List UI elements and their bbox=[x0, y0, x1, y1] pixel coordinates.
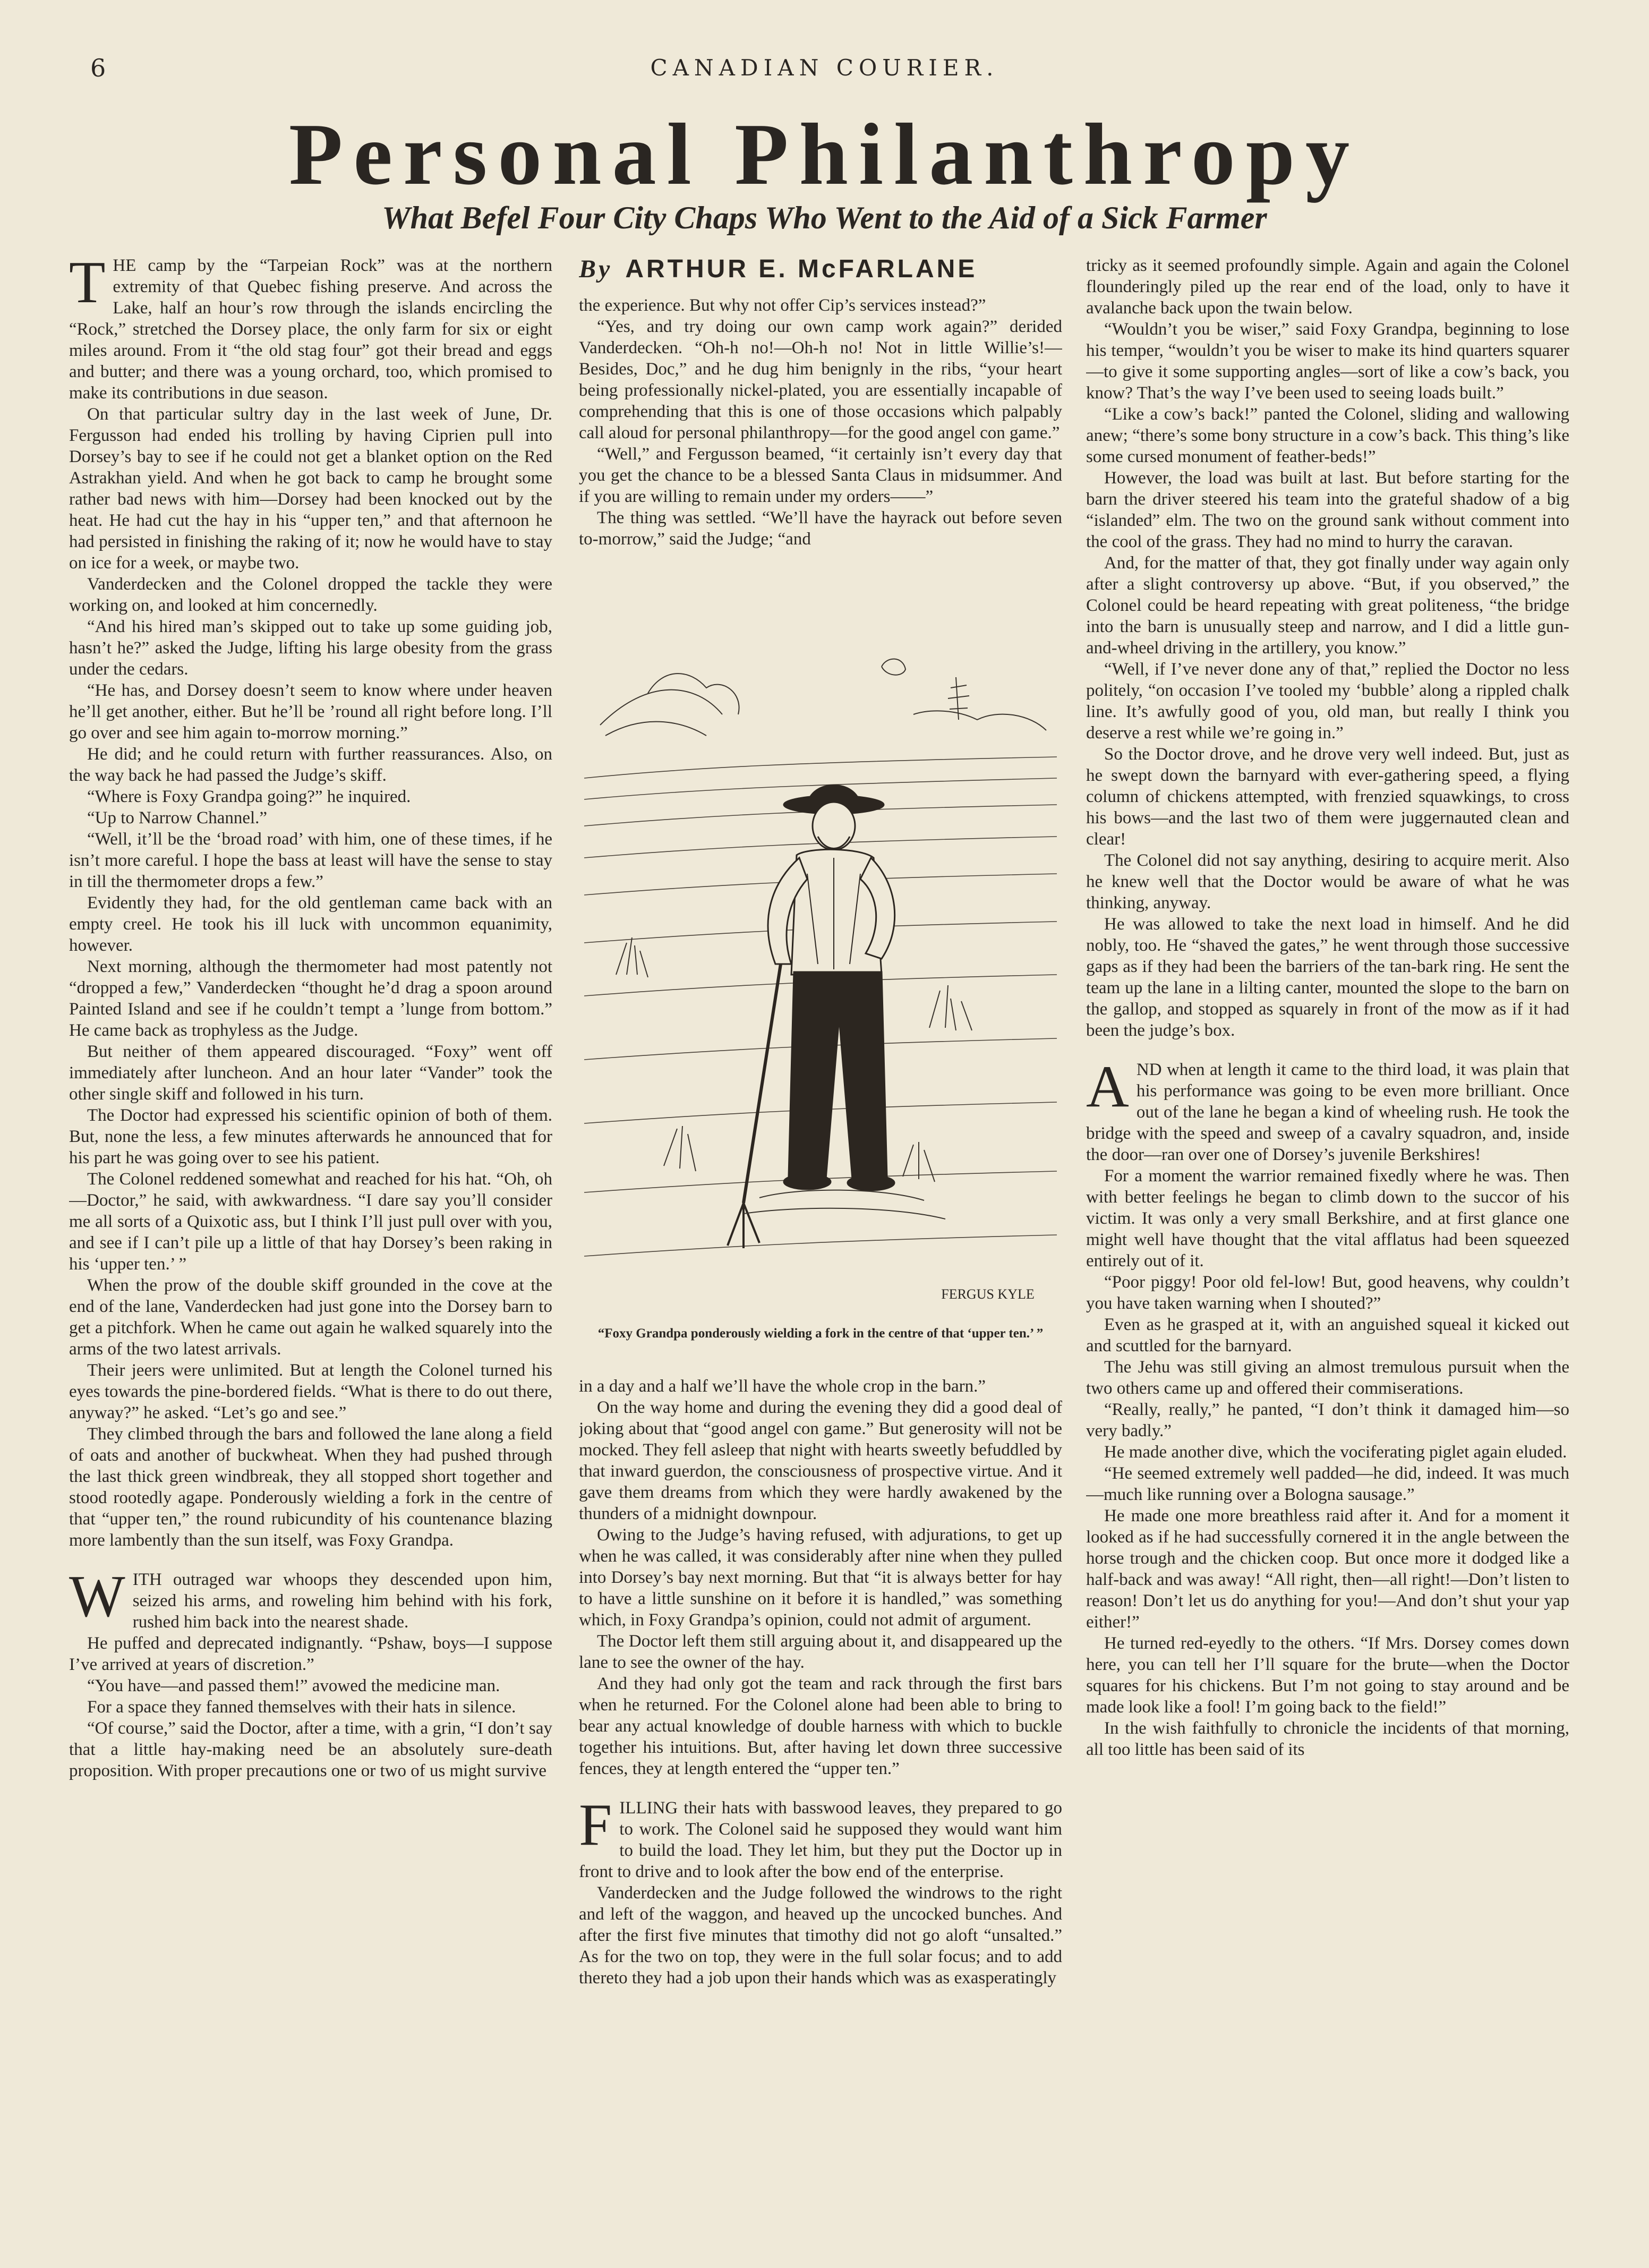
paragraph: In the wish faithfully to chronicle the incidents of that morning, all too little has been said of its bbox=[1086, 1719, 1569, 1759]
article-title: Personal Philanthropy bbox=[288, 105, 1361, 203]
paragraph: “Well, if I’ve never done any of that,” replied the Doctor no less politely, “on occasion I’ve tooled my ‘bubble’ along a rippled chalk line. It’s awfully good of you, old man, but really I think you deserve a rest while we’re going in.” bbox=[1086, 660, 1569, 743]
column-1 bbox=[69, 255, 552, 2231]
paragraph: Owing to the Judge’s having refused, with adjurations, to get up when he was called, it was considerably after nine when they pulled into Dorsey’s bay next morning. But that “it is always better for hay to have a little sunshine on it before it is handled,” was something which, in Foxy Grandpa’s opinion, could not admit of argument. bbox=[579, 1525, 1062, 1630]
paragraph: “He seemed extremely well padded—he did, indeed. It was much—much like running over a Bologna sausage.” bbox=[1086, 1464, 1569, 1504]
paragraph: He made one more breathless raid after it. And for a moment it looked as if he had successfully cornered it in the angle between the horse trough and the chicken coop. But once more it dodged like a half-back and was away! “All right, then—all right!—Don’t listen to reason! Don’t let us do anything for you!—And don’t shut your yap either!” bbox=[1086, 1506, 1569, 1632]
farmer-with-pitchfork-drawing bbox=[584, 645, 1057, 1312]
paragraph: “You have—and passed them!” avowed the medicine man. bbox=[87, 1676, 500, 1695]
paragraph: ILLING their hats with basswood leaves, they prepared to go to work. The Colonel said he supposed they would want him to build the load. They let him, but they put the Doctor up in front to drive and to look after the bow end of the enterprise. bbox=[579, 1798, 1062, 1881]
paragraph: But neither of them appeared discouraged. “Foxy” went off immediately after luncheon. And an hour later “Vander” took the other single skiff and followed in his turn. bbox=[69, 1042, 552, 1104]
paragraph: “Up to Narrow Channel.” bbox=[87, 808, 268, 828]
drop-cap: T bbox=[69, 255, 106, 316]
section-break bbox=[69, 1551, 552, 1569]
column-2-top bbox=[579, 295, 1062, 645]
paragraph: Evidently they had, for the old gentleman came back with an empty creel. He took his ill luck with uncommon equanimity, however. bbox=[69, 893, 552, 955]
paragraph: And, for the matter of that, they got finally under way again only after a slight controversy up above. “But, if you observed,” the Colonel could be heard repeating with great politeness, “the bridge into the barn is unusually steep and narrow, and I did a little gun-and-wheel driving in the artillery, you know.” bbox=[1086, 553, 1569, 658]
paragraph: “Poor piggy! Poor old fel-low! But, good heavens, why couldn’t you have taken warning when I shouted?” bbox=[1086, 1273, 1569, 1313]
paragraph: The thing was settled. “We’ll have the hayrack out before seven to-morrow,” said the Judge; “and bbox=[579, 508, 1062, 549]
paragraph: “And his hired man’s skipped out to take up some guiding job, hasn’t he?” asked the Judge, lifting his large obesity from the grass under the cedars. bbox=[69, 617, 552, 679]
paragraph: “Really, really,” he panted, “I don’t think it damaged him—so very badly.” bbox=[1086, 1400, 1569, 1440]
paragraph: So the Doctor drove, and he drove very well indeed. But, just as he swept down the barnyard with ever-gathering speed, a flying column of chickens attempted, with frenzied squawkings, to cross his bows—and the last two of them were juggernauted clean and clear! bbox=[1086, 745, 1569, 849]
paragraph: He puffed and deprecated indignantly. “Pshaw, boys—I suppose I’ve arrived at years of discretion.” bbox=[69, 1634, 552, 1674]
artist-signature: FERGUS KYLE bbox=[941, 1286, 1035, 1302]
paragraph: Their jeers were unlimited. But at length the Colonel turned his eyes towards the pine-bordered fields. “What is there to do out there, anyway?” he asked. “Let’s go and see.” bbox=[69, 1361, 552, 1422]
paragraph: He turned red-eyedly to the others. “If Mrs. Dorsey comes down here, you can tell her I’ll square for the brute—when the Doctor squares for his chickens. But I’m not going to stay around and be made look like a fool! I’m going back to the field!” bbox=[1086, 1634, 1569, 1717]
paragraph: the experience. But why not offer Cip’s services instead?” bbox=[579, 296, 986, 315]
drop-cap: A bbox=[1086, 1054, 1129, 1120]
paragraph: The Doctor had expressed his scientific opinion of both of them. But, none the less, a few minutes afterwards he announced that for his part he was going over to see his patient. bbox=[69, 1106, 552, 1167]
paragraph: For a moment the warrior remained fixedly where he was. Then with better feelings he began to climb down to the succor of his victim. It was only a very small Berkshire, and at first glance one might well have thought that the vital afflatus had been squeezed entirely out of it. bbox=[1086, 1166, 1569, 1271]
paragraph: And they had only got the team and rack through the first bars when he returned. For the Colonel alone had been able to bring to bear any actual knowledge of double harness with which to buckle together his intuitions. But, after having let down three successive fences, they at length entered the “upper ten.” bbox=[579, 1674, 1062, 1778]
paragraph: “Yes, and try doing our own camp work again?” derided Vanderdecken. “Oh-h no!—Oh-h no! Not in little Willie’s!—Besides, Doc,” and he dug him benignly in the ribs, “your heart being professionally nickel-plated, you are essentially incapable of comprehending that this is one of those occasions which palpably call aloud for personal philanthropy—for the good angel con game.” bbox=[579, 317, 1062, 442]
drop-cap: F bbox=[579, 1792, 612, 1858]
paragraph: On the way home and during the evening they did a good deal of joking about that “good angel con game.” But generosity will not be mocked. They fell asleep that night with hearts sweetly befuddled by that inward guerdon, the consciousness of prospective virtue. And it gave them dreams from which they were hardly awakened by the thunders of a midnight downpour. bbox=[579, 1398, 1062, 1523]
paragraph: “Where is Foxy Grandpa going?” he inquired. bbox=[87, 787, 411, 806]
section-break bbox=[579, 1779, 1062, 1797]
paragraph: He made another dive, which the vociferating piglet again eluded. bbox=[1104, 1443, 1567, 1462]
column-3 bbox=[1086, 255, 1569, 2231]
paragraph: The Colonel did not say anything, desiring to acquire merit. Also he knew well that the Doctor would be aware of what he was thinking, anyway. bbox=[1086, 851, 1569, 913]
byline bbox=[579, 252, 1067, 286]
paragraph: “Like a cow’s back!” panted the Colonel, sliding and wallowing anew; “there’s some bony structure in a cow’s back. This thing’s like some cursed monument of feather-beds!” bbox=[1086, 405, 1569, 466]
paragraph: The Doctor left them still arguing about it, and disappeared up the lane to see the owner of the hay. bbox=[579, 1632, 1062, 1672]
page-number: 6 bbox=[90, 54, 106, 82]
paragraph: ITH outraged war whoops they descended upon him, seized his arms, and roweling him behind with his fork, rushed him back into the nearest shade. bbox=[132, 1570, 552, 1632]
paragraph: He was allowed to take the next load in himself. And he did nobly, too. He “shaved the gates,” he went through those successive gaps as if they had been the barriers of the tan-bark ring. He sent the team up the lane in a lilting canter, mounted the slope to the barn on the gallop, and stopped as squarely in front of the mow as if it had been the judge’s box. bbox=[1086, 915, 1569, 1040]
paragraph: On that particular sultry day in the last week of June, Dr. Fergusson had ended his trolling by having Ciprien pull into Dorsey’s bay to see if he could not get a blanket option on the Red Astrakhan yield. And when he got back to camp he brought some rather bad news with him—Dorsey had been knocked out by the heat. He had cut the hay in his “upper ten,” and that afternoon he had persisted in finishing the raking of it; now he would have to stay on ice for a week, or maybe two. bbox=[69, 405, 552, 573]
author-name: ARTHUR E. McFARLANE bbox=[625, 255, 978, 283]
drop-cap: W bbox=[69, 1564, 125, 1630]
byline-prefix: By bbox=[579, 255, 613, 283]
paragraph: He did; and he could return with further reassurances. Also, on the way back he had passed the Judge’s skiff. bbox=[69, 745, 552, 785]
journal-name: CANADIAN COURIER. bbox=[650, 55, 999, 81]
paragraph: “Well, it’ll be the ‘broad road’ with him, one of these times, if he isn’t more careful. I hope the bass at least will have the sense to stay in till the thermometer drops a few.” bbox=[69, 830, 552, 891]
paragraph: Next morning, although the thermometer had most patently not “dropped a few,” Vanderdecken “thought he’d drag a spoon around Painted Island and see if he couldn’t tempt a ’lunge from bottom.” He came back as trophyless as the Judge. bbox=[69, 957, 552, 1040]
paragraph: The Jehu was still giving an almost tremulous pursuit when the two others came up and offered their commiserations. bbox=[1086, 1358, 1569, 1398]
paragraph: “He has, and Dorsey doesn’t seem to know where under heaven he’ll get another, either. But he’ll be ’round all right before long. I’ll go over and see him again to-morrow morning.” bbox=[69, 681, 552, 743]
paragraph: Vanderdecken and the Colonel dropped the tackle they were working on, and looked at him concernedly. bbox=[69, 575, 552, 615]
paragraph: They climbed through the bars and followed the lane along a field of oats and another of buckwheat. When they had pushed through the last thick green windbreak, they all stopped short together and stood rootedly agape. Ponderously wielding a fork in the centre of that “upper ten,” the round rubicundity of his countenance blazing more lambently than the sun itself, was Foxy Grandpa. bbox=[69, 1425, 552, 1550]
paragraph: Vanderdecken and the Judge followed the windrows to the right and left of the waggon, and heaved up the uncocked bunches. And after the first five minutes that timothy did not go aloft “unsalted.” As for the two on top, they were in the full solar focus; and to add thereto they had a job upon their hands which was as exasperatingly bbox=[579, 1883, 1062, 1988]
column-2-bottom bbox=[579, 1376, 1062, 2231]
section-break bbox=[1086, 1041, 1569, 1059]
paragraph: HE camp by the “Tarpeian Rock” was at the northern extremity of that Quebec fishing preserve. And across the Lake, half an hour’s row through the islands encircling the “Rock,” stretched the Dorsey place, the only farm for six or eight miles around. From it “the old stag four” got their bread and eggs and butter; and there was a young orchard, too, which promised to make its contributions in due season. bbox=[69, 256, 552, 403]
illustration bbox=[584, 645, 1057, 1312]
paragraph: For a space they fanned themselves with their hats in silence. bbox=[87, 1698, 516, 1717]
paragraph: in a day and a half we’ll have the whole crop in the barn.” bbox=[579, 1377, 986, 1396]
running-head bbox=[0, 51, 1649, 85]
paragraph: “Well,” and Fergusson beamed, “it certainly isn’t every day that you get the chance to be a blessed Santa Claus in midsummer. And if you are willing to remain under my orders——” bbox=[579, 445, 1062, 506]
illustration-caption: “Foxy Grandpa ponderously wielding a fork in the centre of that ‘upper ten.’ ” bbox=[597, 1326, 1044, 1341]
paragraph: ND when at length it came to the third load, it was plain that his performance was going to be even more brilliant. Once out of the lane he began a kind of wheeling rush. He took the bridge with the speed and sweep of a cavalry squadron, and, inside the door—ran over one of Dorsey’s juvenile Berkshires! bbox=[1086, 1060, 1569, 1164]
paragraph: When the prow of the double skiff grounded in the cove at the end of the lane, Vanderdecken had just gone into the Dorsey barn to get a pitchfork. When he came out again he walked squarely into the arms of the two latest arrivals. bbox=[69, 1276, 552, 1359]
paragraph: However, the load was built at last. But before starting for the barn the driver steered his team into the grateful shadow of a big “islanded” elm. The two on the ground sank without comment into the cool of the grass. They had no mind to hurry the caravan. bbox=[1086, 468, 1569, 551]
paragraph: Even as he grasped at it, with an anguished squeal it kicked out and scuttled for the barnyard. bbox=[1086, 1315, 1569, 1355]
article-subtitle: What Befel Four City Chaps Who Went to the Aid of a Sick Farmer bbox=[382, 200, 1267, 235]
paragraph: “Wouldn’t you be wiser,” said Foxy Grandpa, beginning to lose his temper, “wouldn’t you be wiser to make its hind quarters squarer—to give it some supporting angles—sort of like a cow’s back, you know? That’s the way I’ve been used to seeing loads built.” bbox=[1086, 320, 1569, 403]
paragraph: The Colonel reddened somewhat and reached for his hat. “Oh, oh—Doctor,” he said, with awkwardness. “I dare say you’ll consider me all sorts of a Quixotic ass, but I think I’ll just pull over with you, and see if I can’t pile up a little of that hay Dorsey’s been raking in his ‘upper ten.’ ” bbox=[69, 1170, 552, 1274]
paragraph: tricky as it seemed profoundly simple. Again and again the Colonel flounderingly piled up the rear end of the load, only to have it avalanche back upon the twain below. bbox=[1086, 256, 1569, 318]
paragraph: “Of course,” said the Doctor, after a time, with a grin, “I don’t say that a little hay-making need be an absolutely sure-death proposition. With proper precautions one or two of us might survive bbox=[69, 1719, 552, 1780]
